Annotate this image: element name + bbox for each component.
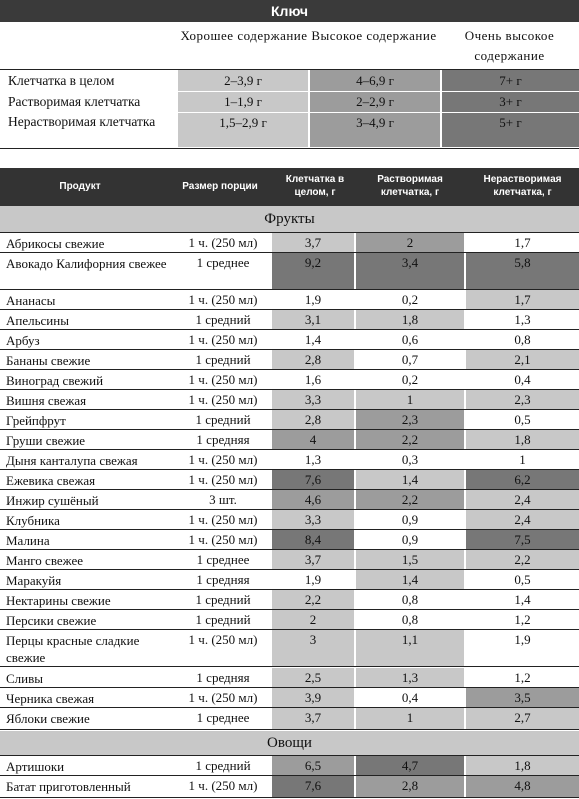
fiber-total: 2,5	[272, 668, 354, 687]
fiber-total: 2	[272, 610, 354, 629]
table-row	[0, 550, 579, 570]
fiber-soluble: 1	[356, 390, 464, 409]
table-row	[0, 470, 579, 490]
table-header	[0, 168, 579, 206]
header-insoluble: Нерастворимая клетчатка, г	[483, 174, 562, 198]
fiber-insoluble: 1,8	[466, 756, 579, 775]
fiber-soluble: 4,7	[356, 756, 464, 775]
header-product: Продукт	[59, 181, 101, 192]
fiber-total: 4,6	[272, 490, 354, 509]
portion-size: 1 ч. (250 мл)	[188, 235, 258, 250]
product-name: Апельсины	[6, 313, 69, 328]
fiber-soluble: 0,8	[401, 612, 419, 627]
product-name: Артишоки	[6, 759, 65, 774]
table-row	[0, 668, 579, 688]
table-row	[0, 570, 579, 590]
portion-size: 1 средний	[195, 612, 251, 627]
table-row	[0, 233, 579, 253]
fiber-total: 3,7	[272, 550, 354, 569]
fiber-insoluble: 4,8	[466, 776, 579, 797]
fiber-soluble: 2,8	[356, 776, 464, 797]
product-name: Авокадо Калифорния свежее	[6, 256, 167, 271]
fiber-total: 3,9	[272, 688, 354, 707]
fiber-insoluble: 2,2	[466, 550, 579, 569]
header-soluble: Растворимая клетчатка, г	[377, 174, 443, 198]
fiber-insoluble: 0,4	[514, 372, 531, 387]
fiber-insoluble: 0,5	[514, 572, 531, 587]
portion-size: 1 средний	[195, 758, 251, 773]
fiber-soluble: 0,3	[401, 452, 419, 467]
fiber-insoluble: 2,1	[466, 350, 579, 369]
fiber-insoluble: 1,9	[514, 632, 531, 647]
fiber-soluble: 0,6	[401, 332, 419, 347]
key-row-total	[0, 70, 579, 91]
fiber-soluble: 0,4	[401, 690, 419, 705]
key-cell-high: 4–6,9 г	[310, 70, 440, 91]
product-name: Груши свежие	[6, 433, 86, 448]
fiber-soluble: 1,8	[356, 310, 464, 329]
portion-size: 1 ч. (250 мл)	[188, 452, 258, 467]
fiber-total: 6,5	[272, 756, 354, 775]
fiber-insoluble: 2,4	[466, 490, 579, 509]
fiber-soluble: 0,8	[401, 592, 419, 607]
header-portion: Размер порции	[182, 181, 258, 192]
product-name: Бананы свежие	[6, 353, 91, 368]
fiber-total: 2,2	[272, 590, 354, 609]
key-header-very-high: Очень высокое содержание	[464, 28, 555, 63]
portion-size: 1 ч. (250 мл)	[188, 372, 258, 387]
portion-size: 1 ч. (250 мл)	[188, 532, 258, 547]
table-row	[0, 290, 579, 310]
table-row	[0, 330, 579, 350]
product-name: Вишня свежая	[6, 393, 87, 408]
product-name: Перцы красные сладкие свежие	[6, 633, 140, 665]
product-name: Арбуз	[6, 333, 40, 348]
fiber-total: 3,7	[272, 708, 354, 729]
fiber-total: 2,8	[272, 410, 354, 429]
table-row	[0, 756, 579, 776]
portion-size: 1 ч. (250 мл)	[188, 332, 258, 347]
table-row	[0, 430, 579, 450]
key-row-soluble	[0, 92, 579, 112]
portion-size: 1 ч. (250 мл)	[188, 392, 258, 407]
fiber-soluble: 2,3	[356, 410, 464, 429]
table-row	[0, 510, 579, 530]
key-cell-very-high: 5+ г	[442, 113, 579, 147]
fiber-total: 1,6	[304, 372, 322, 387]
portion-size: 1 средний	[195, 352, 251, 367]
portion-size: 1 средняя	[196, 670, 250, 685]
portion-size: 1 средняя	[196, 572, 250, 587]
fiber-soluble: 0,2	[401, 372, 419, 387]
fiber-insoluble: 5,8	[466, 253, 579, 289]
portion-size: 1 средняя	[196, 432, 250, 447]
key-header-good: Хорошее содержание	[180, 28, 308, 43]
fiber-soluble: 1,4	[356, 470, 464, 489]
fiber-soluble: 1,1	[356, 630, 464, 666]
table-row	[0, 708, 579, 730]
fiber-insoluble: 1,3	[514, 312, 531, 327]
product-name: Манго свежее	[6, 553, 83, 568]
fiber-soluble: 0,7	[401, 352, 419, 367]
product-name: Клубника	[6, 513, 60, 528]
product-name: Ежевика свежая	[6, 473, 96, 488]
key-row-insoluble	[0, 113, 579, 147]
header-total: Клетчатка в целом, г	[285, 174, 345, 198]
portion-size: 3 шт.	[209, 492, 237, 507]
fiber-insoluble: 2,4	[466, 510, 579, 529]
key-row-label: Клетчатка в целом	[8, 73, 115, 88]
section-vegetables: Овощи	[0, 731, 579, 756]
fiber-soluble: 2,2	[356, 490, 464, 509]
fiber-soluble: 1,4	[356, 570, 464, 589]
fiber-total: 1,3	[304, 452, 322, 467]
product-name: Персики свежие	[6, 613, 97, 628]
portion-size: 1 среднее	[196, 255, 250, 270]
fiber-insoluble: 2,3	[466, 390, 579, 409]
table-row	[0, 688, 579, 708]
key-cell-good: 2–3,9 г	[178, 70, 308, 91]
key-cell-high: 3–4,9 г	[310, 113, 440, 147]
portion-size: 1 ч. (250 мл)	[188, 690, 258, 705]
product-name: Абрикосы свежие	[6, 236, 105, 251]
product-name: Сливы	[6, 671, 43, 686]
product-name: Малина	[6, 533, 50, 548]
fiber-soluble: 0,2	[401, 292, 419, 307]
fiber-insoluble: 0,8	[514, 332, 531, 347]
section-fruits: Фрукты	[0, 206, 579, 233]
fiber-total: 9,2	[272, 253, 354, 289]
fiber-total: 8,4	[272, 530, 354, 549]
key-row-label: Нерастворимая клетчатка	[8, 114, 156, 129]
fiber-insoluble: 3,5	[466, 688, 579, 707]
portion-size: 1 ч. (250 мл)	[188, 472, 258, 487]
fiber-insoluble: 0,5	[514, 412, 531, 427]
product-name: Инжир сушёный	[6, 493, 99, 508]
product-name: Ананасы	[6, 293, 56, 308]
fiber-total: 7,6	[272, 776, 354, 797]
key-cell-high: 2–2,9 г	[310, 92, 440, 112]
product-name: Грейпфрут	[6, 413, 66, 428]
fiber-soluble: 0,9	[401, 512, 419, 527]
table-row	[0, 450, 579, 470]
portion-size: 1 ч. (250 мл)	[188, 512, 258, 527]
key-title: Ключ	[0, 0, 579, 22]
table-row	[0, 630, 579, 667]
portion-size: 1 средний	[195, 312, 251, 327]
table-row	[0, 610, 579, 630]
portion-size: 1 ч. (250 мл)	[188, 778, 258, 793]
key-row-label: Растворимая клетчатка	[8, 94, 141, 109]
fiber-soluble: 0,9	[401, 532, 419, 547]
fiber-total: 3,1	[272, 310, 354, 329]
fiber-insoluble: 7,5	[466, 530, 579, 549]
fiber-soluble: 3,4	[356, 253, 464, 289]
table-row	[0, 530, 579, 550]
fiber-total: 3,3	[272, 510, 354, 529]
fiber-soluble: 1,5	[356, 550, 464, 569]
fiber-insoluble: 1,7	[514, 235, 531, 250]
table-row	[0, 350, 579, 370]
fiber-insoluble: 1	[519, 452, 526, 467]
table-row	[0, 590, 579, 610]
fiber-insoluble: 1,8	[466, 430, 579, 449]
key-header-high: Высокое содержание	[311, 28, 437, 43]
portion-size: 1 средний	[195, 412, 251, 427]
portion-size: 1 средний	[195, 592, 251, 607]
fiber-total: 1,9	[304, 572, 322, 587]
key-cell-good: 1–1,9 г	[178, 92, 308, 112]
table-row	[0, 776, 579, 798]
table-row	[0, 490, 579, 510]
product-name: Виноград свежий	[6, 373, 104, 388]
table-row	[0, 253, 579, 290]
table-row	[0, 310, 579, 330]
key-cell-very-high: 3+ г	[442, 92, 579, 112]
fiber-total: 3	[272, 630, 354, 666]
product-name: Батат приготовленный	[6, 779, 131, 794]
fiber-insoluble: 2,7	[466, 708, 579, 729]
product-name: Маракуйя	[6, 573, 62, 588]
product-name: Дыня канталупа свежая	[6, 453, 138, 468]
portion-size: 1 среднее	[196, 710, 250, 725]
fiber-soluble: 1,3	[356, 668, 464, 687]
fiber-total: 7,6	[272, 470, 354, 489]
key-cell-very-high: 7+ г	[442, 70, 579, 91]
fiber-total: 2,8	[272, 350, 354, 369]
fiber-total: 3,7	[272, 233, 354, 252]
portion-size: 1 ч. (250 мл)	[188, 632, 258, 647]
table-row	[0, 370, 579, 390]
fiber-soluble: 1	[356, 708, 464, 729]
fiber-total: 4	[272, 430, 354, 449]
fiber-total: 1,4	[304, 332, 322, 347]
fiber-insoluble: 1,2	[514, 670, 531, 685]
fiber-total: 3,3	[272, 390, 354, 409]
product-name: Яблоки свежие	[6, 711, 90, 726]
table-row	[0, 390, 579, 410]
fiber-soluble: 2	[356, 233, 464, 252]
portion-size: 1 среднее	[196, 552, 250, 567]
product-name: Нектарины свежие	[6, 593, 111, 608]
fiber-total: 1,9	[304, 292, 322, 307]
fiber-insoluble: 1,7	[466, 290, 579, 309]
fiber-insoluble: 6,2	[466, 470, 579, 489]
key-bottom-border	[0, 148, 579, 149]
table-row	[0, 410, 579, 430]
fiber-insoluble: 1,4	[514, 592, 531, 607]
fiber-insoluble: 1,2	[514, 612, 531, 627]
fiber-soluble: 2,2	[356, 430, 464, 449]
key-cell-good: 1,5–2,9 г	[178, 113, 308, 147]
product-name: Черника свежая	[6, 691, 95, 706]
portion-size: 1 ч. (250 мл)	[188, 292, 258, 307]
